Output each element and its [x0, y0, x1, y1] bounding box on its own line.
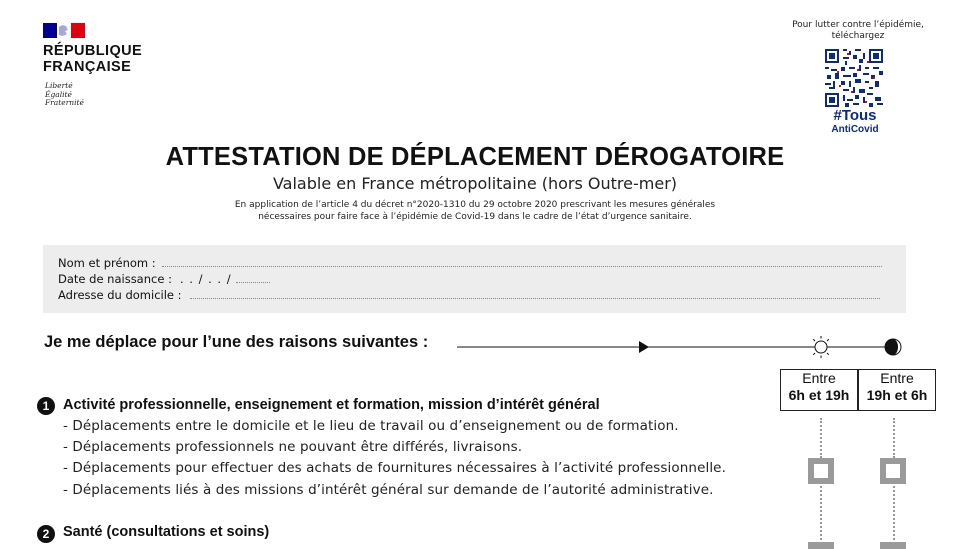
address-row: [58, 288, 880, 302]
section-1-number: 1: [37, 397, 55, 415]
address-label: Adresse du domicile :: [58, 288, 182, 302]
section-2-number: 2: [37, 525, 55, 543]
qr-caption: [787, 20, 929, 42]
name-field[interactable]: [162, 256, 882, 267]
birth-year-field[interactable]: [236, 272, 270, 283]
day-guide-line: [820, 418, 822, 458]
section-1-item-2: - Déplacements professionnels ne pouvant être différés, livraisons.: [63, 439, 523, 455]
motto-egalite: Égalité: [45, 89, 72, 99]
anticovid-label: AntiCovid: [831, 124, 879, 135]
page-subtitle: Valable en France métropolitaine (hors Outre-mer): [272, 174, 678, 193]
motto-fraternite: Fraternité: [45, 98, 84, 108]
tous-label: #Tous: [833, 107, 877, 124]
identity-form: [43, 245, 906, 313]
republic-line-2: FRANÇAISE: [43, 59, 132, 75]
french-flag-logo: [43, 23, 85, 38]
arrow-icon: [639, 341, 649, 353]
day-column-line2: 6h et 19h: [788, 387, 850, 403]
flag-blue-stripe: [43, 23, 57, 38]
section-2-title: Santé (consultations et soins): [63, 524, 270, 540]
flag-red-stripe: [71, 23, 85, 38]
republic-motto: [45, 82, 84, 108]
birth-row: [58, 272, 270, 286]
birth-date-field[interactable]: . . / . . /: [179, 272, 232, 286]
legal-line-2: nécessaires pour faire face à l’épidémie de Covid-19 dans le cadre de l’état d’urgence sanitaire.: [258, 212, 692, 222]
reasons-heading: Je me déplace pour l’une des raisons suivantes :: [44, 333, 429, 351]
section-2-day-checkbox[interactable]: [808, 542, 834, 549]
day-guide-line-2: [820, 486, 822, 540]
section-1-item-3: - Déplacements pour effectuer des achats de fournitures nécessaires à l’activité professionnelle.: [63, 460, 726, 476]
night-guide-line: [893, 418, 895, 458]
qr-caption-line-2: téléchargez: [831, 31, 885, 41]
section-1-item-4: - Déplacements liés à des missions d’intérêt général sur demande de l’autorité administrative.: [63, 482, 714, 498]
timeline: [0, 330, 960, 360]
section-2-night-checkbox[interactable]: [880, 542, 906, 549]
day-column-header: [780, 369, 858, 411]
night-column-header: [858, 369, 936, 411]
moon-icon: [885, 339, 901, 355]
legal-notice: [0, 199, 950, 223]
section-1-title: Activité professionnelle, enseignement et formation, mission d’intérêt général: [63, 397, 600, 413]
name-row: [58, 256, 882, 270]
marianne-icon: [57, 23, 71, 38]
page-title: ATTESTATION DE DÉPLACEMENT DÉROGATOIRE: [165, 143, 785, 171]
birth-label: Date de naissance :: [58, 272, 172, 286]
night-column-line2: 19h et 6h: [866, 387, 928, 403]
address-field[interactable]: [190, 288, 880, 299]
tousanticovid-logo: [823, 108, 887, 135]
motto-liberte: Liberté: [45, 81, 73, 90]
section-1-day-checkbox[interactable]: [808, 458, 834, 484]
legal-line-1: En application de l’article 4 du décret n°2020-1310 du 29 octobre 2020 prescrivant les mesures générales: [234, 200, 716, 210]
qr-code-icon[interactable]: [825, 49, 883, 107]
section-1-item-1: - Déplacements entre le domicile et le lieu de travail ou d’enseignement ou de formation.: [63, 418, 679, 434]
day-column-line1: Entre: [802, 370, 836, 386]
section-1-night-checkbox[interactable]: [880, 458, 906, 484]
republic-name: [43, 43, 142, 75]
flag-white-stripe: [57, 23, 71, 38]
name-label: Nom et prénom :: [58, 256, 156, 270]
night-guide-line-2: [893, 486, 895, 540]
republic-line-1: RÉPUBLIQUE: [43, 43, 143, 59]
qr-caption-line-1: Pour lutter contre l’épidémie,: [792, 20, 924, 30]
night-column-line1: Entre: [880, 370, 914, 386]
